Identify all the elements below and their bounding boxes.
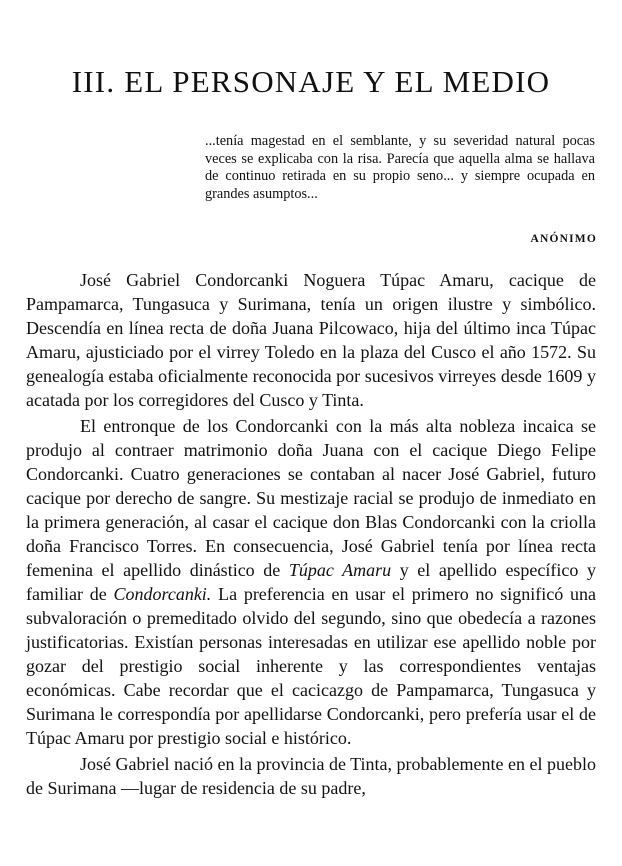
paragraph-text: La preferencia en usar el primero no significó una subvaloración o premeditado olvido del segundo, sino que obedecía a razones justificatorias. Existían personas interesadas en utilizar ese apellido noble por gozar del prestigio social inherente y las correspondientes ventajas económicas. Cabe recordar que el cacicazgo de Pampamarca, Tungasuca y Surimana le correspondía por apellidarse Condorcanki, pero prefería usar el de Túpac Amaru por prestigio social e histórico. [26,584,596,748]
paragraph-text: José Gabriel nació en la provincia de Tinta, probablemente en el pueblo de Surimana —lugar de residencia de su padre, [26,754,596,798]
paragraph [26,268,596,412]
italic-surname-tupac-amaru: Túpac Amaru [288,560,392,580]
body-text [26,268,596,800]
paragraph-text: El entronque de los Condorcanki con la más alta nobleza incaica se produjo al contraer matrimonio doña Juana con el cacique Diego Felipe Condorcanki. Cuatro generaciones se contaban al nacer José Gabriel, futuro cacique por derecho de sangre. Su mestizaje racial se produjo de inmediato en la primera generación, al casar el cacique don Blas Condorcanki con la criolla doña Francisco Torres. En consecuencia, José Gabriel tenía por línea recta femenina el apellido dinástico de [26,416,596,580]
epigraph-quote: ...tenía magestad en el semblante, y su severidad natural pocas veces se explicaba con la risa. Parecía que aquella alma se hallava de continuo retirada en su propio seno... y siempre ocupada en grandes asumptos... [205,133,595,202]
paragraph-text: José Gabriel Condorcanki Noguera Túpac Amaru, cacique de Pampamarca, Tungasuca y Surimana, tenía un origen ilustre y simbólico. Descendía en línea recta de doña Juana Pilcowaco, hija del último inca Túpac Amaru, ajusticiado por el virrey Toledo en la plaza del Cusco el año 1572. Su genealogía estaba oficialmente reconocida por sucesivos virreyes desde 1609 y acatada por los corregidores del Cusco y Tinta. [26,270,596,410]
paragraph [26,752,596,800]
italic-surname-condorcanki: Condorcanki. [113,584,212,604]
chapter-title: III. EL PERSONAJE Y EL MEDIO [71,64,551,99]
paragraph [26,414,596,750]
epigraph-author: ANÓNIMO [530,233,597,245]
paragraph-text: y el apellido específico y familiar de [26,560,596,604]
